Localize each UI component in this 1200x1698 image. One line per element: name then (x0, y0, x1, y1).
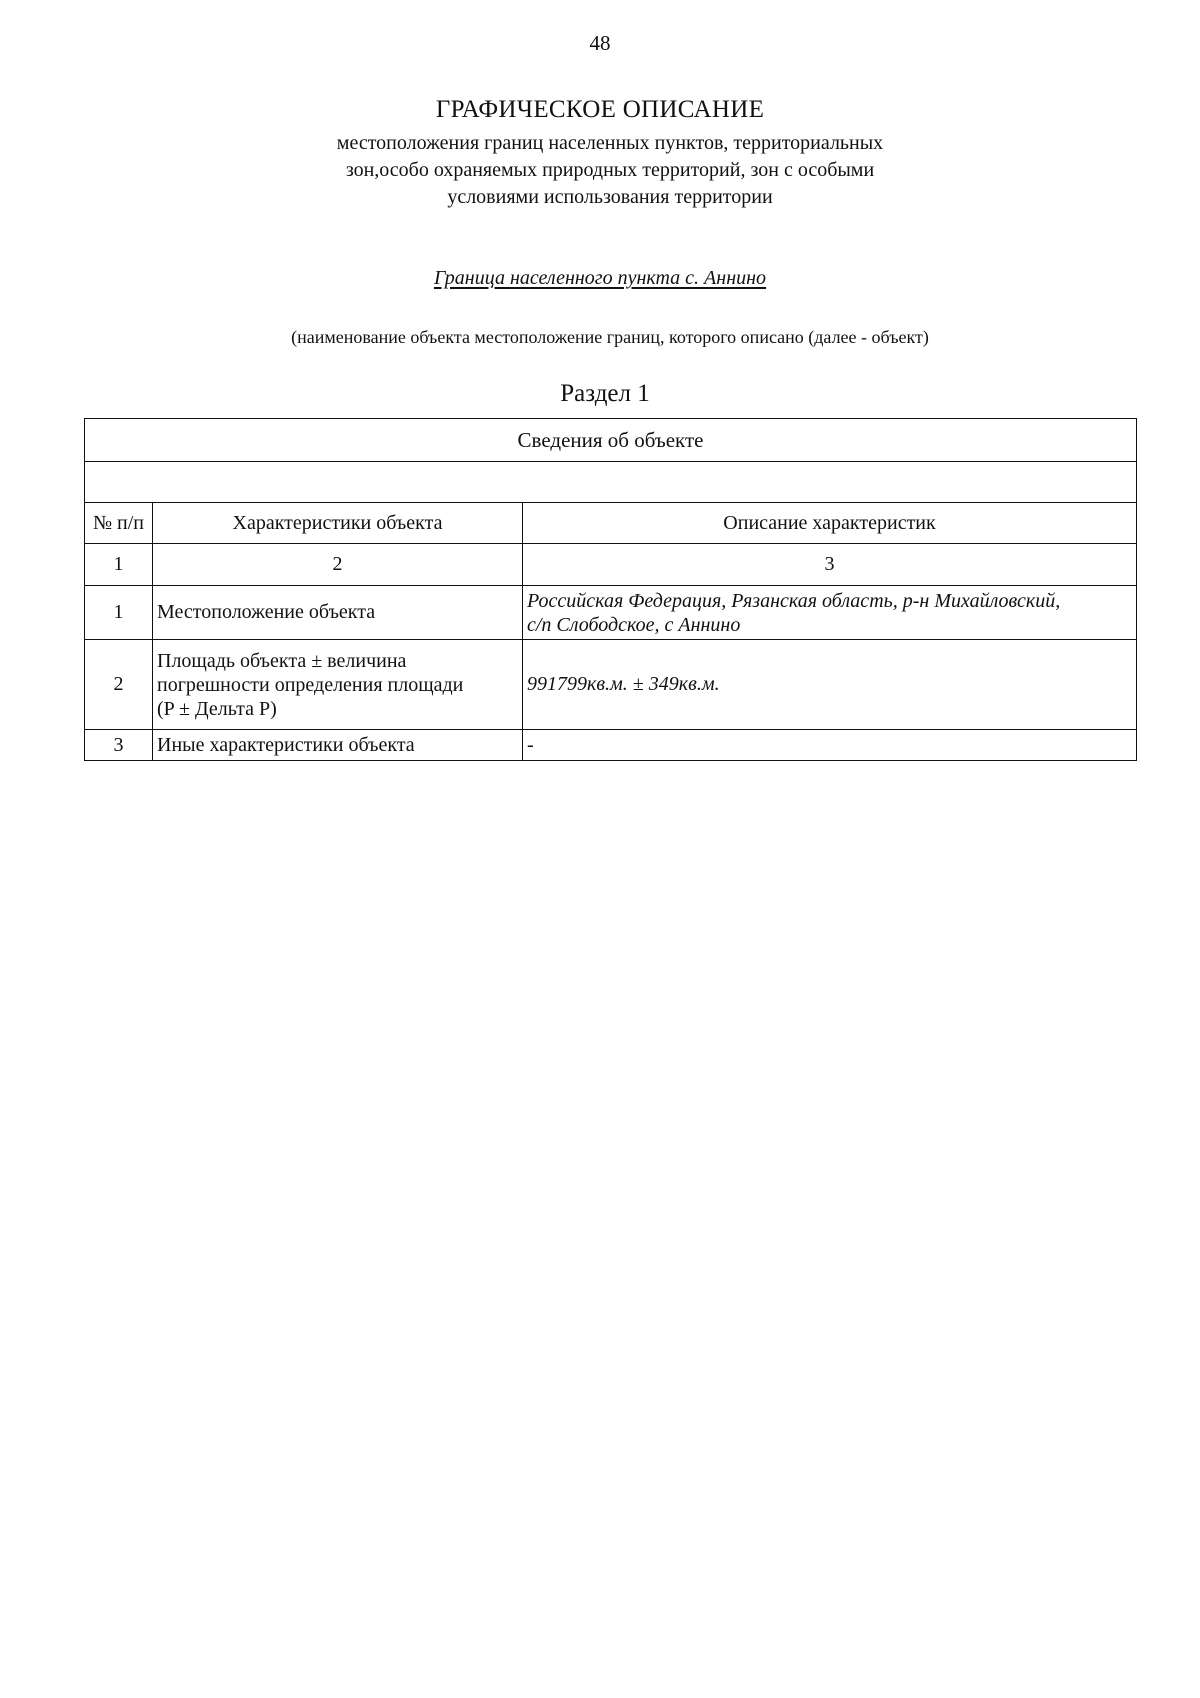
row-characteristic: Иные характеристики объекта (153, 730, 523, 761)
table-row (85, 586, 1137, 640)
object-name: Граница населенного пункта с. Аннино (433, 267, 767, 289)
row-characteristic: Местоположение объекта (153, 586, 523, 640)
section-title: Раздел 1 (560, 380, 650, 407)
column-index-2: 2 (153, 544, 523, 586)
row-characteristic (153, 640, 523, 730)
table-title-row (85, 419, 1137, 462)
column-index-3: 3 (523, 544, 1137, 586)
characteristic-line: погрешности определения площади (157, 673, 464, 696)
page-number: 48 (589, 31, 611, 55)
description-line: Российская Федерация, Рязанская область, р-н Михайловский, (527, 589, 1061, 612)
table-column-index-row (85, 544, 1137, 586)
table-empty-row (85, 462, 1137, 503)
subtitle-line: условиями использования территории (447, 186, 773, 208)
object-info-table (84, 418, 1137, 761)
row-number: 3 (85, 730, 153, 761)
row-number: 2 (85, 640, 153, 730)
table-header-row (85, 503, 1137, 544)
column-header-number: № п/п (85, 503, 153, 544)
table-title: Сведения об объекте (85, 419, 1137, 462)
document-subtitle (290, 130, 930, 211)
column-index-1: 1 (85, 544, 153, 586)
column-header-characteristic: Характеристики объекта (153, 503, 523, 544)
row-description: 991799кв.м. ± 349кв.м. (523, 640, 1137, 730)
characteristic-line: (P ± Дельта P) (157, 697, 277, 720)
table-row (85, 640, 1137, 730)
subtitle-line: зон,особо охраняемых природных территорий, зон с особыми (345, 159, 875, 181)
row-description (523, 586, 1137, 640)
description-line: с/п Слободское, с Аннино (527, 613, 741, 636)
document-title: ГРАФИЧЕСКОЕ ОПИСАНИЕ (435, 96, 765, 123)
object-name-caption: (наименование объекта местоположение границ, которого описано (далее - объект) (291, 327, 929, 347)
empty-cell (85, 462, 1137, 503)
column-header-description: Описание характеристик (523, 503, 1137, 544)
row-number: 1 (85, 586, 153, 640)
subtitle-line: местоположения границ населенных пунктов, территориальных (336, 132, 884, 154)
table-row (85, 730, 1137, 761)
characteristic-line: Площадь объекта ± величина (157, 649, 407, 672)
row-description: - (523, 730, 1137, 761)
